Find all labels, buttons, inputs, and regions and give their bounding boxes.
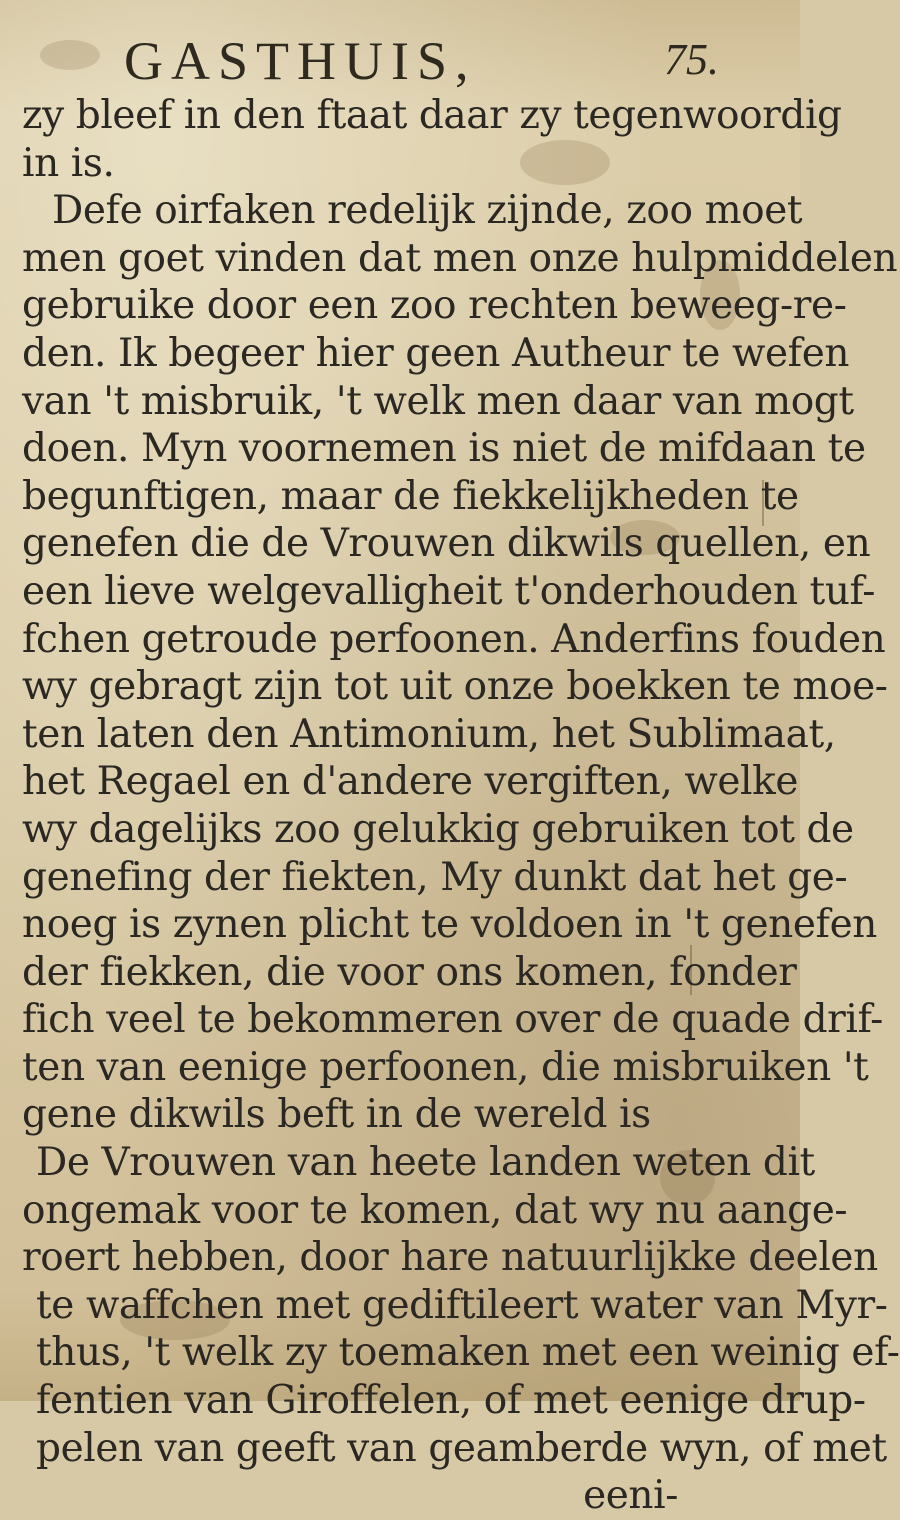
- text-line: een lieve welgevalligheit t'onderhouden tuf-: [22, 568, 875, 614]
- text-line: der fiekken, die voor ons komen, fonder: [22, 949, 797, 995]
- text-line: ten laten den Antimonium, het Sublimaat,: [22, 711, 836, 757]
- text-line: gene dikwils beft in de wereld is: [22, 1092, 651, 1138]
- text-line: thus, 't welk zy toemaken met een weinig ef-: [36, 1330, 900, 1376]
- text-line: zy bleef in den ftaat daar zy tegenwoordig: [22, 93, 842, 138]
- text-line: pelen van geeft van geamberde wyn, of met: [36, 1425, 887, 1471]
- running-title: GASTHUIS,: [124, 31, 477, 91]
- text-line: ten van eenige perfoonen, die misbruiken 't: [22, 1044, 869, 1090]
- text-line: het Regael en d'andere vergiften, welke: [22, 759, 799, 805]
- body-text: [22, 92, 900, 1520]
- text-line: wy dagelijks zoo gelukkig gebruiken tot de: [22, 806, 854, 852]
- text-line: te waffchen met gediftileert water van Myr-: [36, 1282, 888, 1328]
- text-line: genefen die de Vrouwen dikwils quellen, en: [22, 521, 871, 567]
- text-line: den. Ik begeer hier geen Autheur te wefen: [22, 330, 850, 376]
- text-line: wy gebragt zijn tot uit onze boekken te moe-: [22, 664, 888, 710]
- text-line: gebruike door een zoo rechten beweeg-re-: [22, 283, 847, 329]
- text-line: genefing der fiekten, My dunkt dat het ge-: [22, 854, 848, 900]
- text-line: ongemak voor te komen, dat wy nu aange-: [22, 1187, 848, 1233]
- text-line: fich veel te bekommeren over de quade drif-: [22, 997, 883, 1043]
- paragraph-start-line: De Vrouwen van heete landen weten dit: [36, 1140, 815, 1186]
- text-line: van 't misbruik, 't welk men daar van mogt: [22, 378, 854, 424]
- text-line: begunftigen, maar de fiekkelijkheden te: [22, 473, 799, 519]
- text-line: doen. Myn voornemen is niet de mifdaan te: [22, 426, 866, 472]
- text-line: in is.: [22, 140, 115, 186]
- page-number: 75.: [664, 35, 719, 84]
- text-line: fchen getroude perfoonen. Anderfins fouden: [22, 616, 886, 662]
- catchword: eeni-: [583, 1473, 678, 1519]
- text-line: roert hebben, door hare natuurlijkke deelen: [22, 1235, 878, 1281]
- page-header: [0, 12, 800, 92]
- paragraph-start-line: Defe oirfaken redelijk zijnde, zoo moet: [52, 188, 803, 234]
- text-line: fentien van Giroffelen, of met eenige drup-: [36, 1378, 866, 1424]
- text-line: men goet vinden dat men onze hulpmiddelen: [22, 235, 898, 281]
- text-line: noeg is zynen plicht te voldoen in 't genefen: [22, 902, 877, 948]
